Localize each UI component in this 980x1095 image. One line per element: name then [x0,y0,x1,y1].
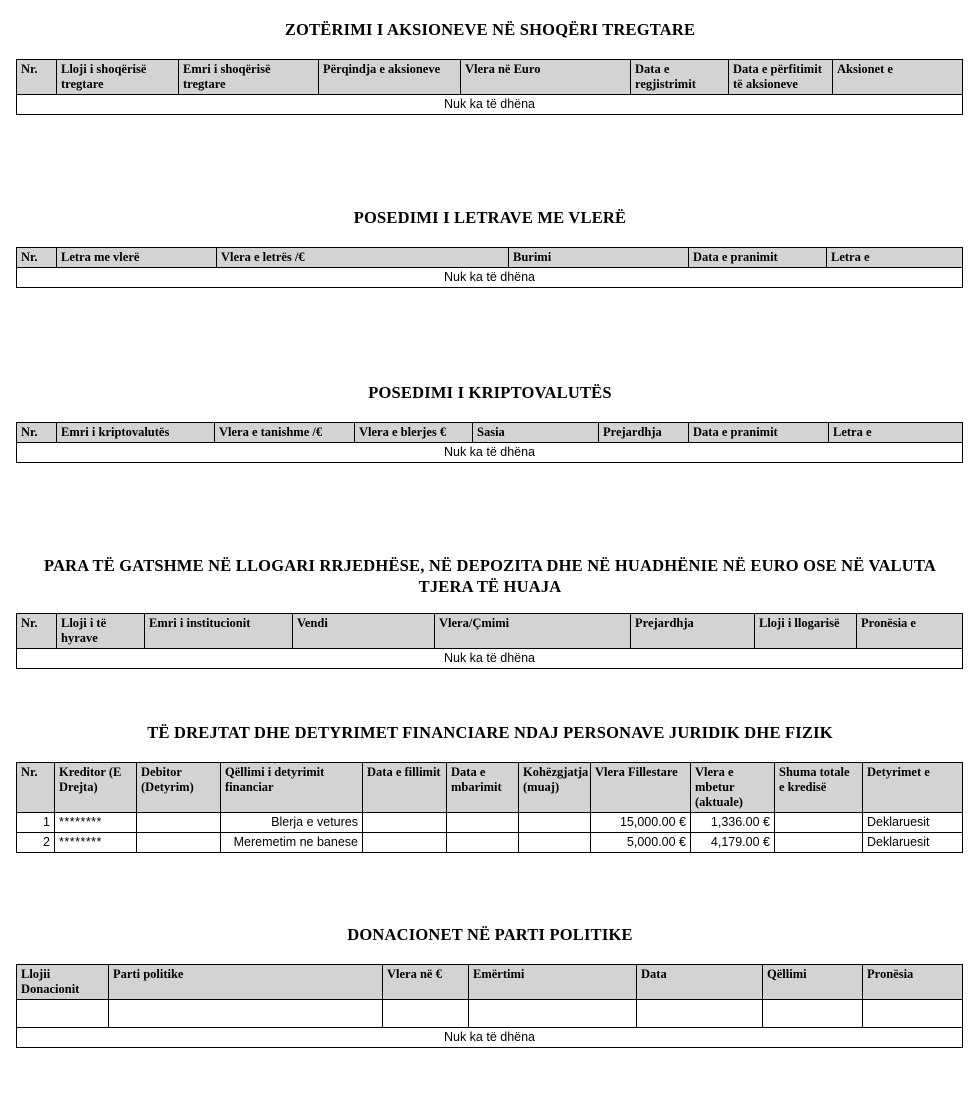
cell-creditor-masked: ******** [55,832,137,852]
table-empty-row [17,94,963,114]
col-header-quantity: Sasia [473,422,599,442]
cell-creditor-masked: ******** [55,812,137,832]
section-cash [0,556,980,669]
col-header-receipt-date: Data e pranimit [689,422,829,442]
col-header-start-date: Data e fillimit [363,762,447,812]
no-data-message: Nuk ka të dhëna [17,649,963,669]
col-header-date: Data [637,964,763,999]
col-header-creditor: Kreditor (E Drejta) [55,762,137,812]
col-header-income-type: Lloji i të hyrave [57,614,145,649]
cell-obligations-of: Deklaruesit [863,832,963,852]
cell-initial-value: 15,000.00 € [591,812,691,832]
table-header-row [17,59,963,94]
table-empty-row [17,1027,963,1047]
table-liabilities [16,762,963,853]
section-title-cash: PARA TË GATSHME NË LLOGARI RRJEDHËSE, NË DEPOZITA DHE NË HUADHËNIE NË EURO OSE NË VALUTA TJERA TË HUAJA [44,556,936,596]
cell-start-date [363,832,447,852]
col-header-nr: Nr. [17,762,55,812]
cell-remaining-value: 1,336.00 € [691,812,775,832]
col-header-security-value: Vlera e letrës /€ [217,247,509,267]
cell-debtor [137,812,221,832]
col-header-debtor: Debitor (Detyrim) [137,762,221,812]
col-header-purchase-value: Vlera e blerjes € [355,422,473,442]
col-header-current-value: Vlera e tanishme /€ [215,422,355,442]
section-title-liabilities: TË DREJTAT DHE DETYRIMET FINANCIARE NDAJ PERSONAVE JURIDIK DHE FIZIK [147,723,833,742]
table-empty-row [17,649,963,669]
section-donations [0,925,980,1048]
cell-debtor [137,832,221,852]
cell-purpose: Blerja e vetures [221,812,363,832]
table-header-row [17,247,963,267]
col-header-letter-owner: Letra e [827,247,963,267]
col-header-value-euro: Vlera në Euro [461,59,631,94]
cell-total-credit [775,832,863,852]
no-data-message: Nuk ka të dhëna [17,442,963,462]
table-cash [16,613,963,669]
col-header-nr: Nr. [17,59,57,94]
cell-date [637,999,763,1027]
cell-designation [469,999,637,1027]
col-header-acquisition-date: Data e përfitimit të aksioneve [729,59,833,94]
table-crypto [16,422,963,463]
col-header-company-type: Lloji i shoqërisë tregtare [57,59,179,94]
table-donations [16,964,963,1048]
col-header-country: Vendi [293,614,435,649]
cell-purpose: Meremetim ne banese [221,832,363,852]
col-header-share-percent: Përqindja e aksioneve [319,59,461,94]
table-empty-row [17,442,963,462]
col-header-registration-date: Data e regjistrimit [631,59,729,94]
table-header-row [17,614,963,649]
col-header-account-type: Lloji i llogarisë [755,614,857,649]
cell-end-date [447,812,519,832]
cell-initial-value: 5,000.00 € [591,832,691,852]
no-data-message: Nuk ka të dhëna [17,94,963,114]
col-header-company-name: Emri i shoqërisë tregtare [179,59,319,94]
table-header-row [17,762,963,812]
col-header-origin: Prejardhja [599,422,689,442]
section-shares [0,20,980,115]
col-header-purpose: Qëllimi [763,964,863,999]
cell-remaining-value: 4,179.00 € [691,832,775,852]
cell-start-date [363,812,447,832]
table-row [17,832,963,852]
table-securities [16,247,963,288]
col-header-obligations-of: Detyrimet e [863,762,963,812]
no-data-message: Nuk ka të dhëna [17,267,963,287]
col-header-ownership: Pronësia [863,964,963,999]
table-row [17,999,963,1027]
section-title-donations: DONACIONET NË PARTI POLITIKE [347,925,633,944]
section-liabilities [0,723,980,853]
cell-duration [519,812,591,832]
table-header-row [17,422,963,442]
col-header-security: Letra me vlerë [57,247,217,267]
col-header-nr: Nr. [17,247,57,267]
table-row [17,812,963,832]
section-crypto [0,383,980,463]
cell-ownership [863,999,963,1027]
col-header-receipt-date: Data e pranimit [689,247,827,267]
table-empty-row [17,267,963,287]
section-title-crypto: POSEDIMI I KRIPTOVALUTËS [368,383,612,402]
cell-donation-type [17,999,109,1027]
col-header-duration: Kohëzgjatja (muaj) [519,762,591,812]
section-securities [0,208,980,288]
cell-nr: 1 [17,812,55,832]
section-title-securities: POSEDIMI I LETRAVE ME VLERË [353,208,627,227]
col-header-designation: Emërtimi [469,964,637,999]
col-header-nr: Nr. [17,422,57,442]
col-header-nr: Nr. [17,614,57,649]
col-header-origin: Prejardhja [631,614,755,649]
col-header-crypto-name: Emri i kriptovalutës [57,422,215,442]
col-header-donation-type: Llojii Donacionit [17,964,109,999]
table-shares [16,59,963,115]
cell-obligations-of: Deklaruesit [863,812,963,832]
table-header-row [17,964,963,999]
no-data-message: Nuk ka të dhëna [17,1027,963,1047]
cell-end-date [447,832,519,852]
cell-total-credit [775,812,863,832]
section-title-shares: ZOTËRIMI I AKSIONEVE NË SHOQËRI TREGTARE [284,20,696,39]
col-header-value-price: Vlera/Çmimi [435,614,631,649]
col-header-political-party: Parti politike [109,964,383,999]
cell-value-euro [383,999,469,1027]
col-header-letter-owner: Letra e [829,422,963,442]
col-header-source: Burimi [509,247,689,267]
cell-duration [519,832,591,852]
cell-nr: 2 [17,832,55,852]
col-header-ownership: Pronësia e [857,614,963,649]
col-header-shares-owner: Aksionet e [833,59,963,94]
col-header-institution-name: Emri i institucionit [145,614,293,649]
col-header-remaining-value: Vlera e mbetur (aktuale) [691,762,775,812]
col-header-initial-value: Vlera Fillestare [591,762,691,812]
cell-purpose [763,999,863,1027]
col-header-purpose: Qëllimi i detyrimit financiar [221,762,363,812]
col-header-total-credit: Shuma totale e kredisë [775,762,863,812]
col-header-value-euro: Vlera në € [383,964,469,999]
cell-political-party [109,999,383,1027]
col-header-end-date: Data e mbarimit [447,762,519,812]
